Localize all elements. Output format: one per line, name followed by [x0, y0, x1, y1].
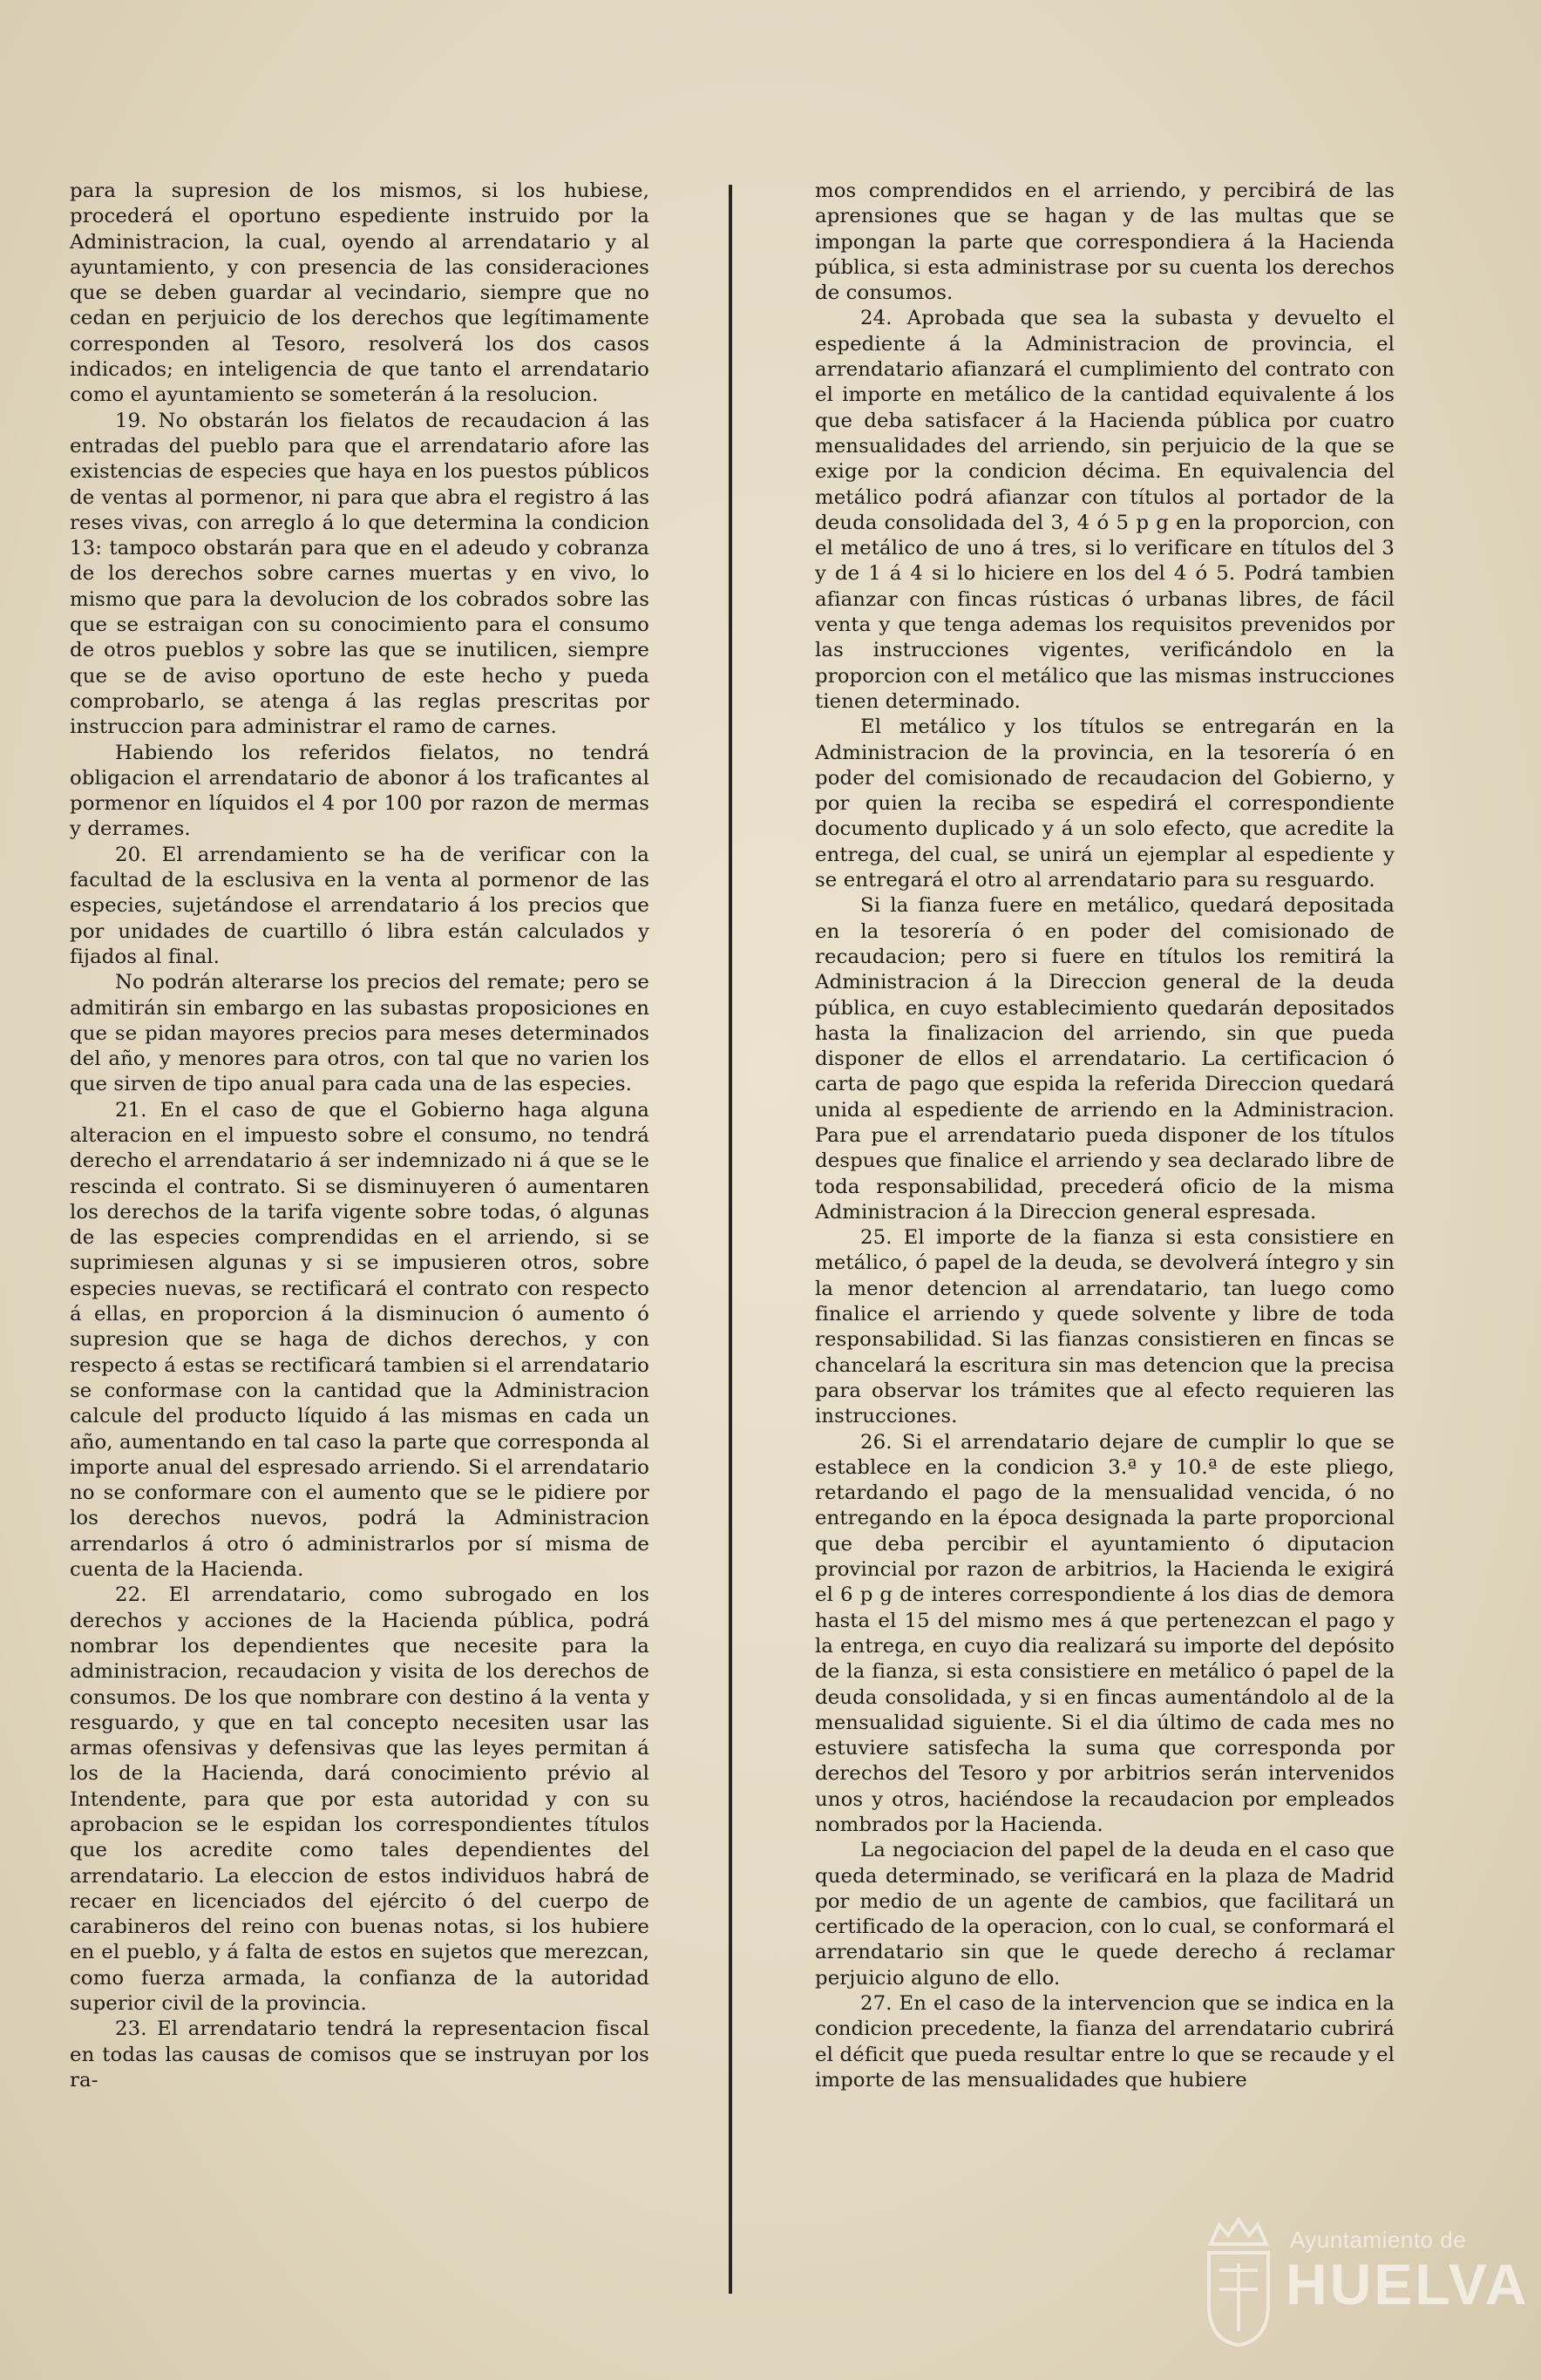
right-column	[815, 179, 1395, 2093]
paragraph: La negociacion del papel de la deuda en el caso que queda determinado, se verificará en la plaza de Madrid por medio de un agente de cambios, que facilitará un certificado de la operacion, con lo cual, se conformará el arrendatario sin que le quede derecho á reclamar perjuicio alguno de ello.	[815, 1839, 1395, 1990]
paragraph: Habiendo los referidos fielatos, no tendrá obligacion el arrendatario de abonor á los traficantes al pormenor en líquidos el 4 por 100 por razon de mermas y derrames.	[70, 741, 649, 841]
paragraph-25: 25. El importe de la fianza si esta consistiere en metálico, ó papel de la deuda, se devolverá íntegro y sin la menor detencion al arrendatario, tan luego como finalice el arriendo y quede solvente y libre de toda responsabilidad. Si las fianzas consistieren en fincas se chancelará la escritura sin mas detencion que la precisa para observar los trámites que al efecto requieren las instrucciones.	[815, 1226, 1395, 1428]
paragraph-24: 24. Aprobada que sea la subasta y devuelto el espediente á la Administracion de provincia, el arrendatario afianzará el cumplimiento del contrato con el importe en metálico de la cantidad equivalente á los que deba satisfacer á la Hacienda pública por cuatro mensualidades del arriendo, sin perjuicio de la que se exige por la condicion décima. En equivalencia del metálico podrá afianzar con títulos al portador de la deuda consolidada del 3, 4 ó 5 p g en la proporcion, con el metálico de uno á tres, si lo verificare en títulos del 3 y de 1 á 4 si lo hiciere en los del 4 ó 5. Podrá tambien afianzar con fincas rústicas ó urbanas libres, de fácil venta y que tenga ademas los requisitos prevenidos por las instrucciones vigentes, verificándolo en la proporcion con el metálico que las mismas instrucciones tienen determinado.	[815, 307, 1395, 713]
watermark-logo	[1198, 2209, 1530, 2362]
huelva-crest-icon	[1198, 2209, 1279, 2349]
paragraph: mos comprendidos en el arriendo, y percibirá de las aprensiones que se hagan y de las multas que se impongan la parte que correspondiera á la Hacienda pública, si esta administrase por su cuenta los derechos de consumos.	[815, 180, 1395, 305]
paragraph-21: 21. En el caso de que el Gobierno haga alguna alteracion en el impuesto sobre el consumo, no tendrá derecho el arrendatario á ser indemnizado ni á que se le rescinda el contrato. Si se disminuyeren ó aumentaren los derechos de la tarifa vigente sobre todas, ó algunas de las especies comprendidas en el arriendo, si se suprimiesen algunas y si se impusieren otros, sobre especies nuevas, se rectificará el contrato con respecto á ellas, en proporcion á la disminucion ó aumento ó supresion que se haga de dichos derechos, y con respecto á estas se rectificará tambien si el arrendatario se conformase con la cantidad que la Administracion calcule del producto líquido á las mismas en cada un año, aumentando en tal caso la parte que corresponda al importe anual del espresado arriendo. Si el arrendatario no se conformare con el aumento que se le pidiere por los derechos nuevos, podrá la Administracion arrendarlos á otro ó administrarlos por sí misma de cuenta de la Hacienda.	[70, 1098, 649, 1582]
left-column	[70, 179, 649, 2093]
column-divider	[729, 185, 732, 2294]
paragraph: El metálico y los títulos se entregarán en la Administracion de la provincia, en la tesorería ó en poder del comisionado de recaudacion del Gobierno, y por quien la reciba se espedirá el correspondiente documento duplicado y á un solo efecto, que acredite la entrega, del cual, se unirá un ejemplar al espediente y se entregará el otro al arrendatario para su resguardo.	[815, 715, 1395, 892]
paragraph: Si la fianza fuere en metálico, quedará depositada en la tesorería ó en poder del comisionado de recaudacion; pero si fuere en títulos los remitirá la Administracion á la Direccion general de la deuda pública, en cuyo establecimiento quedarán depositados hasta la finalizacion del arriendo, sin que pueda disponer de ellos el arrendatario. La certificacion ó carta de pago que espida la referida Direccion quedará unida al espediente de arriendo en la Administracion. Para pue el arrendatario pueda disponer de los títulos despues que finalice el arriendo y sea declarado libre de toda responsabilidad, precederá oficio de la misma Administracion á la Direccion general espresada.	[815, 894, 1395, 1224]
paragraph-27: 27. En el caso de la intervencion que se indica en la condicion precedente, la fianza del arrendatario cubrirá el déficit que pueda resultar entre lo que se recaude y el importe de las mensualidades que hubiere	[815, 1992, 1395, 2092]
paragraph: No podrán alterarse los precios del remate; pero se admitirán sin embargo en las subastas proposiciones en que se pidan mayores precios para meses determinados del año, y menores para otros, con tal que no varien los que sirven de tipo anual para cada una de las especies.	[70, 971, 649, 1096]
paragraph-26: 26. Si el arrendatario dejare de cumplir lo que se establece en la condicion 3.ª y 10.ª de este pliego, retardando el pago de la mensualidad vencida, ó no entregando en la época designada la parte proporcional que deba percibir el ayuntamiento ó diputacion provincial por razon de arbitrios, la Hacienda le exigirá el 6 p g de interes correspondiente á los dias de demora hasta el 15 del mismo mes á que pertenezcan el pago y la entrega, en cuyo dia realizará su importe del depósito de la fianza, si esta consistiere en metálico ó papel de la deuda consolidada, y si en fincas aumentándolo al de la mensualidad siguiente. Si el dia último de cada mes no estuviere satisfecha la suma que corresponda por derechos del Tesoro y por arbitrios serán intervenidos unos y otros, haciéndose la recaudacion por empleados nombrados por la Hacienda.	[815, 1430, 1395, 1836]
paragraph: para la supresion de los mismos, si los hubiese, procederá el oportuno espediente instruido por la Administracion, la cual, oyendo al arrendatario y al ayuntamiento, y con presencia de las consideraciones que se deben guardar al vecindario, siempre que no cedan en perjuicio de los derechos que legítimamente corresponden al Tesoro, resolverá los dos casos indicados; en inteligencia de que tanto el arrendatario como el ayuntamiento se someterán á la resolucion.	[70, 180, 649, 407]
watermark-line1: Ayuntamiento de	[1290, 2227, 1467, 2253]
watermark-line2: HUELVA	[1286, 2252, 1530, 2316]
paragraph-22: 22. El arrendatario, como subrogado en los derechos y acciones de la Hacienda pública, podrá nombrar los dependientes que necesite para la administracion, recaudacion y visita de los derechos de consumos. De los que nombrare con destino á la venta y resguardo, y que en tal concepto necesiten usar las armas ofensivas y defensivas que las leyes permitan á los de la Hacienda, dará conocimiento prévio al Intendente, para que por esta autoridad y con su aprobacion se le espidan los correspondientes títulos que los acredite como tales dependientes del arrendatario. La eleccion de estos individuos habrá de recaer en licenciados del ejército ó del cuerpo de carabineros del reino con buenas notas, si los hubiere en el pueblo, y á falta de estos en sujetos que merezcan, como fuerza armada, la confianza de la autoridad superior civil de la provincia.	[70, 1583, 649, 2016]
paragraph-19: 19. No obstarán los fielatos de recaudacion á las entradas del pueblo para que el arrendatario afore las existencias de especies que haya en los puestos públicos de ventas al pormenor, ni para que abra el registro á las reses vivas, con arreglo á lo que determina la condicion 13: tampoco obstarán para que en el adeudo y cobranza de los derechos sobre carnes muertas y en vivo, lo mismo que para la devolucion de los cobrados sobre las que se estraigan con su conocimiento para el consumo de otros pueblos y sobre las que se inutilicen, siempre que se de aviso oportuno de este hecho y pueda comprobarlo, se atenga á las reglas prescritas por instruccion para administrar el ramo de carnes.	[70, 409, 649, 739]
paragraph-20: 20. El arrendamiento se ha de verificar con la facultad de la esclusiva en la venta al pormenor de las especies, sujetándose el arrendatario á los precios que por unidades de cuartillo ó libra están calculados y fijados al final.	[70, 843, 649, 968]
paragraph-23: 23. El arrendatario tendrá la representacion fiscal en todas las causas de comisos que se instruyan por los ra-	[70, 2017, 649, 2092]
